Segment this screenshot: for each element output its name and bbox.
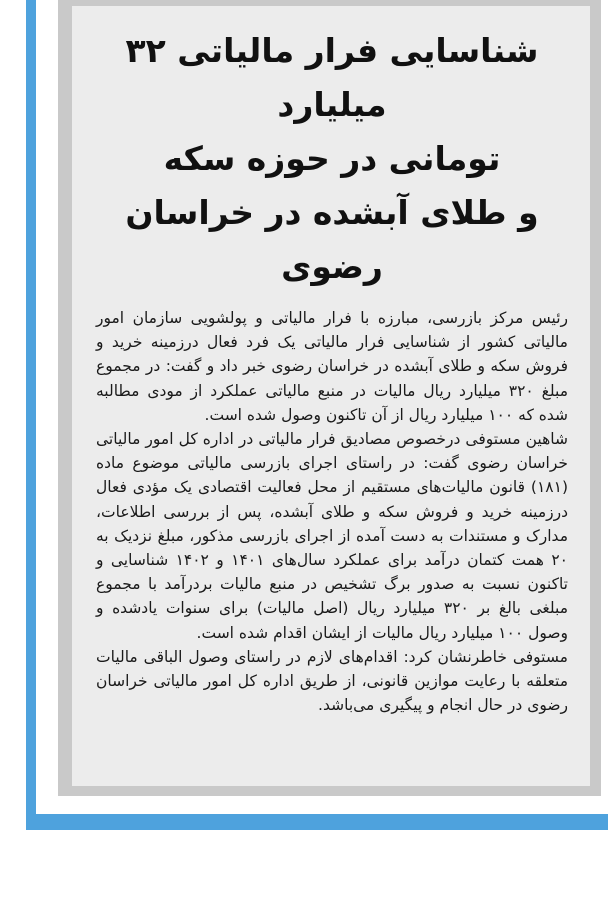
body-paragraph-2: شاهین مستوفی درخصوص مصادیق فرار مالیاتی در اداره کل امور مالیاتی خراسان رضوی گفت: در راستای اجرای بازرسی مالیاتی موضوع ماده (۱۸۱) قانون مالیات‌های مستقیم از محل فعالیت اقتصادی یک مؤدی فعال درزمینه خرید و فروش سکه و طلای آبشده، پس از بررسی اطلاعات، مدارک و مستندات به دست آمده از اجرای بازرسی مذکور، مبلغ نزدیک به ۲۰ همت کتمان درآمد برای عملکرد سال‌های ۱۴۰۱ و ۱۴۰۲ شناسایی و تاکنون نسبت به صدور برگ تشخیص در منبع مالیات بردرآمد با مجموع مبلغی بالغ بر ۳۲۰ میلیارد ریال (اصل مالیات) برای سنوات یادشده و وصول ۱۰۰ میلیارد ریال مالیات از ایشان اقدام شده است. <box>96 430 569 642</box>
news-article <box>72 6 590 786</box>
headline-line-1: شناسایی فرار مالیاتی ۳۲ میلیارد <box>125 31 539 124</box>
article-headline <box>96 24 568 294</box>
headline-line-2: تومانی در حوزه سکه <box>163 139 501 178</box>
body-paragraph-1: رئیس مرکز بازرسی، مبارزه با فرار مالیاتی و پولشویی سازمان امور مالیاتی کشور از شناسایی فرار مالیاتی یک فرد فعال درزمینه خرید و فروش سکه و طلای آبشده در خراسان رضوی خبر داد و گفت: در مجموع مبلغ ۳۲۰ میلیارد ریال مالیات در منبع مالیاتی عملکرد از مودی مطالبه شده که ۱۰۰ میلیارد ریال از آن تاکنون وصول شده است. <box>96 309 568 424</box>
headline-line-3: و طلای آبشده در خراسان رضوی <box>125 193 539 286</box>
body-paragraph-3: مستوفی خاطرنشان کرد: اقدام‌های لازم در راستای وصول الباقی مالیات متعلقه با رعایت موازین قانونی، از طریق اداره کل امور مالیاتی خراسان رضوی در حال انجام و پیگیری می‌باشد. <box>96 647 568 715</box>
article-body <box>96 306 568 717</box>
